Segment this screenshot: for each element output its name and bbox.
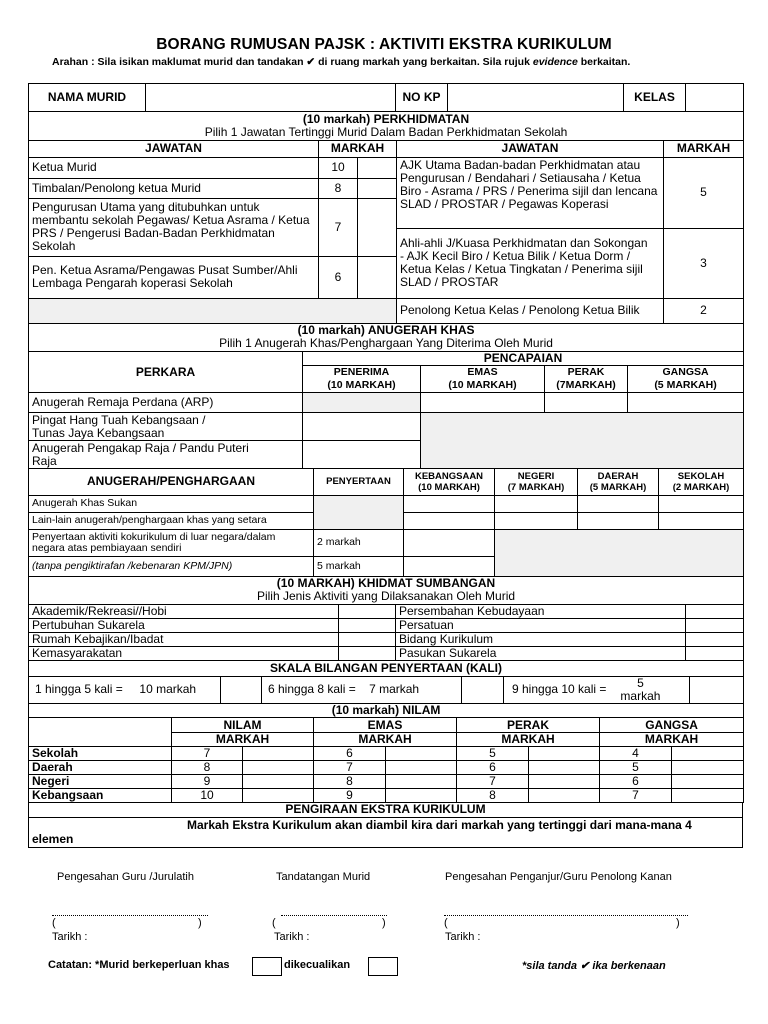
col-markah: MARKAH — [600, 733, 744, 747]
empty-cell — [421, 413, 744, 469]
anugerah-table — [28, 324, 744, 470]
khidmat-title: (10 MARKAH) KHIDMAT SUMBANGAN — [276, 576, 496, 591]
col-perak: PERAK — [457, 718, 600, 733]
jawatan-item: Pengurusan Utama yang ditubuhkan untuk membantu sekolah Pegawas/ Ketua Asrama / Ketua PRS / Pengerusi Badan-Badan Perkhidmatan Sekolah — [29, 198, 319, 256]
kelas-field[interactable] — [686, 84, 744, 112]
skala-checkbox[interactable] — [690, 676, 744, 703]
pengiraan-text: Markah Ekstra Kurikulum akan diambil kira dari markah yang tertinggi dari mana-mana 4 — [187, 818, 692, 832]
jawatan-item: AJK Utama Badan-badan Perkhidmatan atau Pengurusan / Bendahari / Setiausaha / Ketua Biro - Asrama / PRS / Penerima sijil dan lencana SLAD / PROSTAR / Pegawas Koperasi — [397, 157, 664, 228]
negeri-cell[interactable] — [495, 495, 578, 512]
penghargaan-table — [28, 469, 744, 577]
no-kp-field[interactable] — [448, 84, 624, 112]
col-penerima: PENERIMA (10 MARKAH) — [303, 366, 421, 393]
daerah-cell[interactable] — [578, 495, 659, 512]
col-markah: MARKAH — [172, 733, 314, 747]
nilam-checkbox[interactable] — [243, 789, 314, 803]
empty-cell — [29, 298, 397, 323]
col-jawatan-right: JAWATAN — [397, 140, 664, 157]
nilam-value: 4 — [600, 747, 672, 761]
col-markah: MARKAH — [457, 733, 600, 747]
jawatan-item: Pen. Ketua Asrama/Pengawas Pusat Sumber/Ahli Lembaga Pengarah koperasi Sekolah — [29, 256, 319, 298]
nilam-title: (10 markah) NILAM — [29, 704, 744, 718]
khidmat-checkbox[interactable] — [339, 633, 396, 647]
sekolah-cell[interactable] — [659, 495, 744, 512]
nilam-checkbox[interactable] — [243, 775, 314, 789]
anugerah-item: Anugerah Pengakap Raja / Pandu Puteri Raja — [29, 441, 303, 469]
khidmat-item: Persembahan Kebudayaan — [396, 605, 686, 619]
anugerah-title: (10 markah) ANUGERAH KHAS — [297, 323, 475, 338]
markah-checkbox[interactable] — [358, 178, 397, 198]
col-nilam: NILAM — [172, 718, 314, 733]
catatan-text: Catatan: *Murid berkeperluan khas — [48, 959, 230, 971]
nilam-value: 9 — [314, 789, 386, 803]
col-perak: PERAK (7MARKAH) — [545, 366, 628, 393]
nilam-value: 5 — [600, 761, 672, 775]
tarikh-label: Tarikh : — [52, 931, 88, 943]
nilam-checkbox[interactable] — [672, 789, 744, 803]
col-daerah: DAERAH (5 MARKAH) — [578, 469, 659, 495]
jawatan-item: Timbalan/Penolong ketua Murid — [29, 178, 319, 198]
daerah-cell[interactable] — [578, 512, 659, 529]
nilam-level: Sekolah — [29, 747, 172, 761]
perkhidmatan-table — [28, 112, 744, 324]
markah-value: 6 — [319, 256, 358, 298]
sig-penganjur-label: Pengesahan Penganjur/Guru Penolong Kanan — [445, 871, 672, 883]
nilam-checkbox[interactable] — [386, 789, 457, 803]
pengiraan-text-2: elemen — [32, 832, 74, 846]
skala-checkbox[interactable] — [221, 676, 262, 703]
paren-close: ) — [676, 917, 680, 929]
anugerah-item: Anugerah Remaja Perdana (ARP) — [29, 393, 303, 413]
nilam-value: 7 — [314, 761, 386, 775]
page-title: BORANG RUMUSAN PAJSK : AKTIVITI EKSTRA KURIKULUM — [156, 36, 612, 53]
khidmat-item: Kemasyarakatan — [29, 647, 339, 661]
penghargaan-item: Lain-lain anugerah/penghargaan khas yang setara — [29, 512, 314, 529]
anugerah-item: Pingat Hang Tuah Kebangsaan / Tunas Jaya Kebangsaan — [29, 413, 303, 441]
pengiraan-table — [28, 803, 743, 848]
tanpa-item: (tanpa pengiktirafan /kebenaran KPM/JPN) — [29, 556, 314, 576]
perak-cell[interactable] — [545, 393, 628, 413]
markah-value[interactable]: 2 — [664, 298, 744, 323]
negeri-cell[interactable] — [495, 512, 578, 529]
skala-checkbox[interactable] — [462, 676, 504, 703]
markah-checkbox[interactable] — [358, 157, 397, 178]
no-kp-label: NO KP — [396, 84, 448, 112]
nama-murid-field[interactable] — [146, 84, 396, 112]
nilam-checkbox[interactable] — [672, 775, 744, 789]
nilam-level: Negeri — [29, 775, 172, 789]
markah-value[interactable]: 3 — [664, 228, 744, 298]
form — [28, 83, 743, 848]
perkara-header: PERKARA — [29, 352, 303, 393]
nilam-checkbox[interactable] — [386, 761, 457, 775]
col-markah: MARKAH — [319, 140, 397, 157]
dikecualikan-checkbox[interactable] — [368, 957, 398, 976]
khidmat-checkbox[interactable] — [686, 619, 744, 633]
col-emas: EMAS (10 MARKAH) — [421, 366, 545, 393]
sig-murid-label: Tandatangan Murid — [276, 871, 371, 883]
paren-open: ( — [52, 917, 56, 929]
col-markah-right: MARKAH — [664, 140, 744, 157]
markah-value[interactable]: 5 — [664, 157, 744, 228]
jawatan-item: Ahli-ahli J/Kuasa Perkhidmatan dan Sokongan - AJK Kecil Biro / Ketua Bilik / Ketua Dorm / Ketua Kelas / Ketua Tingkatan / Penerima sijil SLAD / PROSTAR — [397, 228, 664, 298]
luar-negara-checkbox[interactable] — [404, 529, 495, 556]
nilam-checkbox[interactable] — [529, 775, 600, 789]
pencapaian-header: PENCAPAIAN — [303, 352, 744, 366]
khidmat-checkbox[interactable] — [339, 605, 396, 619]
empty-cell — [495, 529, 744, 576]
markah-checkbox[interactable] — [358, 256, 397, 298]
kebangsaan-cell[interactable] — [404, 495, 495, 512]
nilam-checkbox[interactable] — [529, 747, 600, 761]
col-penyertaan: PENYERTAAN — [314, 469, 404, 495]
kelas-label: KELAS — [624, 84, 686, 112]
perkhidmatan-subtitle: Pilih 1 Jawatan Tertinggi Murid Dalam Badan Perkhidmatan Sekolah — [204, 124, 568, 139]
nilam-value: 5 — [457, 747, 529, 761]
paren-open: ( — [272, 917, 276, 929]
col-kebangsaan: KEBANGSAAN (10 MARKAH) — [404, 469, 495, 495]
penerima-cell[interactable] — [303, 441, 421, 469]
nilam-checkbox[interactable] — [672, 747, 744, 761]
pengiraan-title: PENGIRAAN EKSTRA KURIKULUM — [29, 803, 743, 817]
sila-tanda-text: *sila tanda ✔ ika berkenaan — [522, 960, 666, 972]
khidmat-item: Pasukan Sukarela — [396, 647, 686, 661]
luar-negara-item: Penyertaan aktiviti kokurikulum di luar negara/dalam negara atas pembiayaan sendiri — [29, 529, 314, 556]
sig-guru-label: Pengesahan Guru /Jurulatih — [57, 871, 194, 883]
anugerah-subtitle: Pilih 1 Anugerah Khas/Penghargaan Yang Diterima Oleh Murid — [219, 336, 553, 351]
paren-close: ) — [382, 917, 386, 929]
col-gangsa: GANGSA — [600, 718, 744, 733]
nilam-checkbox[interactable] — [529, 789, 600, 803]
khidmat-subtitle: Pilih Jenis Aktiviti yang Dilaksanakan Oleh Murid — [256, 589, 516, 604]
nilam-checkbox[interactable] — [529, 761, 600, 775]
nilam-value: 10 — [172, 789, 243, 803]
kebangsaan-cell[interactable] — [404, 512, 495, 529]
khidmat-checkbox[interactable] — [339, 647, 396, 661]
gangsa-cell[interactable] — [628, 393, 744, 413]
skala-item: 9 hingga 10 kali = 5 markah — [504, 676, 690, 703]
khidmat-table — [28, 577, 744, 662]
nilam-value: 7 — [172, 747, 243, 761]
skala-table — [28, 661, 744, 704]
student-info-table — [28, 83, 744, 112]
dikecualikan-text: dikecualikan — [284, 959, 351, 971]
sig-murid-line[interactable] — [281, 906, 387, 916]
markah-value: 8 — [319, 178, 358, 198]
skala-title: SKALA BILANGAN PENYERTAAN (KALI) — [29, 661, 744, 676]
khidmat-item: Pertubuhan Sukarela — [29, 619, 339, 633]
paren-open: ( — [444, 917, 448, 929]
skala-item: 1 hingga 5 kali = 10 markah — [29, 676, 221, 703]
col-negeri: NEGERI (7 MARKAH) — [495, 469, 578, 495]
nilam-value: 9 — [172, 775, 243, 789]
markah-value: 7 — [319, 198, 358, 256]
instruction: Arahan : Sila isikan maklumat murid dan tandakan ✔ di ruang markah yang berkaitan. Sila rujuk evidence berkaitan. — [52, 56, 631, 68]
nilam-value: 8 — [457, 789, 529, 803]
luar-negara-markah: 2 markah — [314, 529, 404, 556]
nilam-checkbox[interactable] — [243, 747, 314, 761]
penerima-cell[interactable] — [303, 413, 421, 441]
empty-cell — [29, 718, 172, 747]
nilam-checkbox[interactable] — [243, 761, 314, 775]
nilam-value: 7 — [457, 775, 529, 789]
khidmat-checkbox[interactable] — [339, 619, 396, 633]
nilam-checkbox[interactable] — [672, 761, 744, 775]
paren-close: ) — [198, 917, 202, 929]
skala-item: 6 hingga 8 kali = 7 markah — [262, 676, 462, 703]
khidmat-item: Persatuan — [396, 619, 686, 633]
col-markah: MARKAH — [314, 733, 457, 747]
col-gangsa: GANGSA (5 MARKAH) — [628, 366, 744, 393]
nilam-value: 6 — [314, 747, 386, 761]
tanpa-markah: 5 markah — [314, 556, 404, 576]
khidmat-checkbox[interactable] — [686, 633, 744, 647]
penghargaan-item: Anugerah Khas Sukan — [29, 495, 314, 512]
nilam-value: 6 — [600, 775, 672, 789]
khidmat-checkbox[interactable] — [686, 605, 744, 619]
jawatan-item: Penolong Ketua Kelas / Penolong Ketua Bilik — [397, 298, 664, 323]
khidmat-item: Bidang Kurikulum — [396, 633, 686, 647]
col-emas: EMAS — [314, 718, 457, 733]
nilam-value: 6 — [457, 761, 529, 775]
khidmat-item: Rumah Kebajikan/Ibadat — [29, 633, 339, 647]
berkeperluan-khas-checkbox[interactable] — [252, 957, 282, 976]
col-jawatan: JAWATAN — [29, 140, 319, 157]
perkhidmatan-title: (10 markah) PERKHIDMATAN — [302, 112, 470, 126]
markah-value: 10 — [319, 157, 358, 178]
empty-cell — [314, 495, 404, 529]
col-sekolah: SEKOLAH (2 MARKAH) — [659, 469, 744, 495]
sig-guru-line[interactable] — [52, 906, 208, 916]
sekolah-cell[interactable] — [659, 512, 744, 529]
emas-cell[interactable] — [421, 393, 545, 413]
nilam-value: 8 — [314, 775, 386, 789]
sig-penganjur-line[interactable] — [444, 906, 688, 916]
nilam-level: Daerah — [29, 761, 172, 775]
nama-murid-label: NAMA MURID — [29, 84, 146, 112]
tarikh-label: Tarikh : — [274, 931, 310, 943]
khidmat-item: Akademik/Rekreasi//Hobi — [29, 605, 339, 619]
tarikh-label: Tarikh : — [445, 931, 481, 943]
nilam-checkbox[interactable] — [386, 747, 457, 761]
khidmat-checkbox[interactable] — [686, 647, 744, 661]
nilam-value: 8 — [172, 761, 243, 775]
nilam-table — [28, 704, 744, 804]
penghargaan-header: ANUGERAH/PENGHARGAAN — [29, 469, 314, 495]
jawatan-item: Ketua Murid — [29, 157, 319, 178]
tanpa-checkbox[interactable] — [404, 556, 495, 576]
nilam-checkbox[interactable] — [386, 775, 457, 789]
nilam-value: 7 — [600, 789, 672, 803]
penerima-cell — [303, 393, 421, 413]
markah-checkbox[interactable] — [358, 198, 397, 256]
nilam-level: Kebangsaan — [29, 789, 172, 803]
